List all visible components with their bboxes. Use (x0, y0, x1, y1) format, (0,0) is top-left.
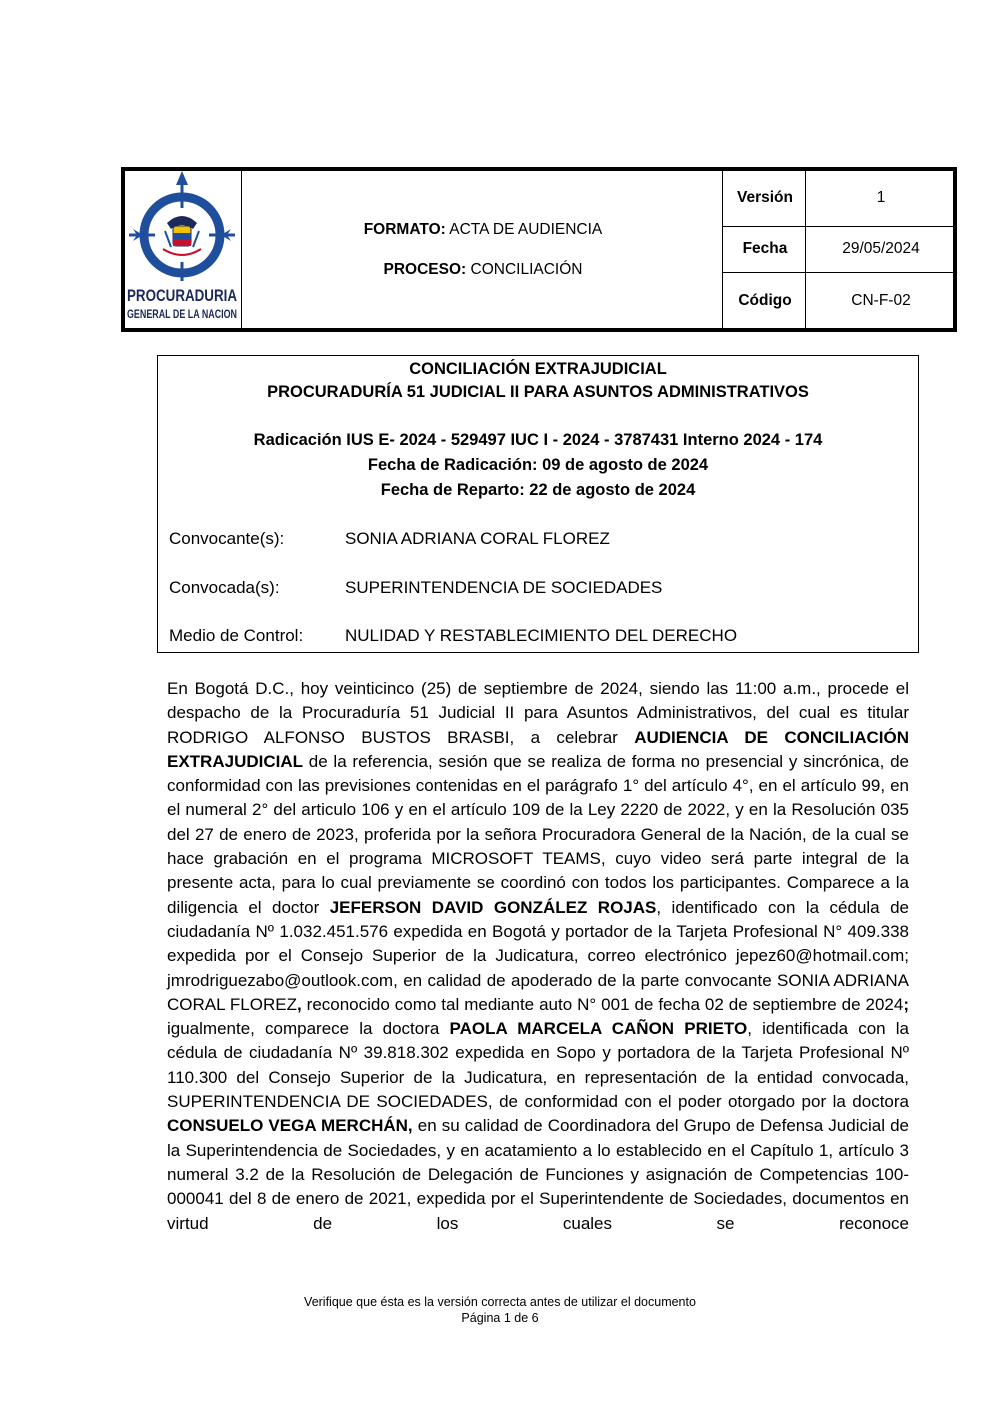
logo-text-line1: PROCURADURIA (127, 286, 237, 305)
radicacion-line: Radicación IUS E- 2024 - 529497 IUC I - 2024 - 3787431 Interno 2024 - 174 (253, 431, 823, 449)
body-bold-text: CONSUELO VEGA MERCHÁN, (167, 1116, 413, 1136)
procuraduria-seal-icon (123, 169, 242, 330)
footer-notice: Verifique que ésta es la versión correcta antes de utilizar el documento (304, 1295, 696, 1309)
logo-text-line2: GENERAL DE LA NACION (127, 307, 237, 321)
case-info-box (157, 355, 919, 653)
body-bold-text: JEFERSON DAVID GONZÁLEZ ROJAS (329, 897, 657, 917)
convocante-label: Convocante(s): (169, 529, 285, 548)
fecha-reparto-line: Fecha de Reparto: 22 de agosto de 2024 (380, 481, 696, 499)
body-bold-text: , (296, 994, 302, 1014)
document-header-table (121, 167, 957, 332)
header-title-cell (243, 169, 723, 330)
body-bold-text: ; (903, 994, 909, 1014)
case-title: CONCILIACIÓN EXTRAJUDICIAL (409, 360, 667, 378)
body-paragraph (167, 677, 909, 1236)
formato-label: FORMATO: (363, 221, 446, 238)
header-divider (722, 226, 955, 227)
formato-value: ACTA DE AUDIENCIA (449, 221, 603, 238)
codigo-value: CN-F-02 (851, 292, 911, 309)
fecha-label: Fecha (742, 240, 788, 257)
body-text: de la referencia, sesión que se realiza de forma no presencial y sincrónica, de conformidad con las previsiones contenidas en el parágrafo 1° del artículo 4°, en el artículo 99, en el numeral 2° del articulo 106 y en el artículo 109 de la Ley 2220 de 2022, y en la Resolución 035 del 27 de enero de 2023, proferida por la señora Procuradora General de la Nación, de la cual se hace grabación en el programa MICROSOFT TEAMS, cuyo video será parte integral de la presente acta, para lo cual previamente se coordinó con todos los participantes. Comparece a la diligencia el doctor (167, 751, 909, 917)
convocada-value: SUPERINTENDENCIA DE SOCIEDADES (345, 578, 663, 597)
body-text: , identificado con la cédula de ciudadanía Nº 1.032.451.576 expedida en Bogotá y portador de la Tarjeta Profesional N° 409.338 expedida por el Consejo Superior de la Judicatura, correo electrónico jepez60@hotmail.com; jmrodriguezabo@outlook.com, en calidad de apoderado de la parte convocante SONIA ADRIANA CORAL FLOREZ (167, 897, 909, 1014)
body-bold-text: AUDIENCIA DE CONCILIACIÓN EXTRAJUDICIAL (167, 727, 909, 771)
version-value: 1 (876, 189, 886, 206)
convocante-value: SONIA ADRIANA CORAL FLOREZ (345, 529, 610, 548)
body-text: reconocido como tal mediante auto N° 001 de fecha 02 de septiembre de 2024 (301, 994, 904, 1014)
proceso-value: CONCILIACIÓN (470, 261, 583, 278)
body-text: , identificada con la cédula de ciudadanía Nº 39.818.302 expedida en Sopo y portadora de la Tarjeta Profesional Nº 110.300 del Consejo Superior de la Judicatura, en representación de la entidad convocada, SUPERINTENDENCIA DE SOCIEDADES, de conformidad con el poder otorgado por la doctora (167, 1019, 909, 1112)
body-text: igualmente, comparece la doctora (167, 1019, 450, 1039)
medio-control-value: NULIDAD Y RESTABLECIMIENTO DEL DERECHO (345, 626, 738, 645)
proceso-label: PROCESO: (383, 261, 467, 278)
body-bold-text: PAOLA MARCELA CAÑON PRIETO (449, 1019, 748, 1039)
header-divider (722, 272, 955, 273)
case-subtitle: PROCURADURÍA 51 JUDICIAL II PARA ASUNTOS ADMINISTRATIVOS (267, 383, 809, 401)
medio-control-label: Medio de Control: (169, 626, 304, 645)
formato-line (243, 221, 723, 239)
codigo-label: Código (738, 292, 792, 309)
page-number: Página 1 de 6 (461, 1311, 539, 1325)
body-text: , a celebrar (509, 727, 635, 747)
procuraduria-logo (123, 169, 242, 330)
fecha-radicacion-line: Fecha de Radicación: 09 de agosto de 2024 (367, 456, 709, 474)
fecha-value: 29/05/2024 (842, 240, 920, 257)
version-label: Versión (737, 189, 793, 206)
body-text: En Bogotá D.C., hoy veinticinco (25) de septiembre de 2024, siendo las 11:00 a.m., procede el despacho de la Procuraduría 51 Judicial II para Asuntos Administrativos, del cual es titular RODRIGO ALFONSO BUSTOS BRASBI (167, 679, 909, 747)
acta-body (167, 677, 909, 1236)
convocada-label: Convocada(s): (169, 578, 280, 597)
proceso-line (243, 261, 723, 279)
body-text: en su calidad de Coordinadora del Grupo de Defensa Judicial de la Superintendencia de Sociedades, y en acatamiento a lo establecido en el Capítulo 1, artículo 3 numeral 3.2 de la Resolución de Delegación de Funciones y asignación de Competencias 100-000041 del 8 de enero de 2021, expedida por el Superintendente de Sociedades, documentos en virtud de los cuales se reconoce (167, 1116, 909, 1233)
